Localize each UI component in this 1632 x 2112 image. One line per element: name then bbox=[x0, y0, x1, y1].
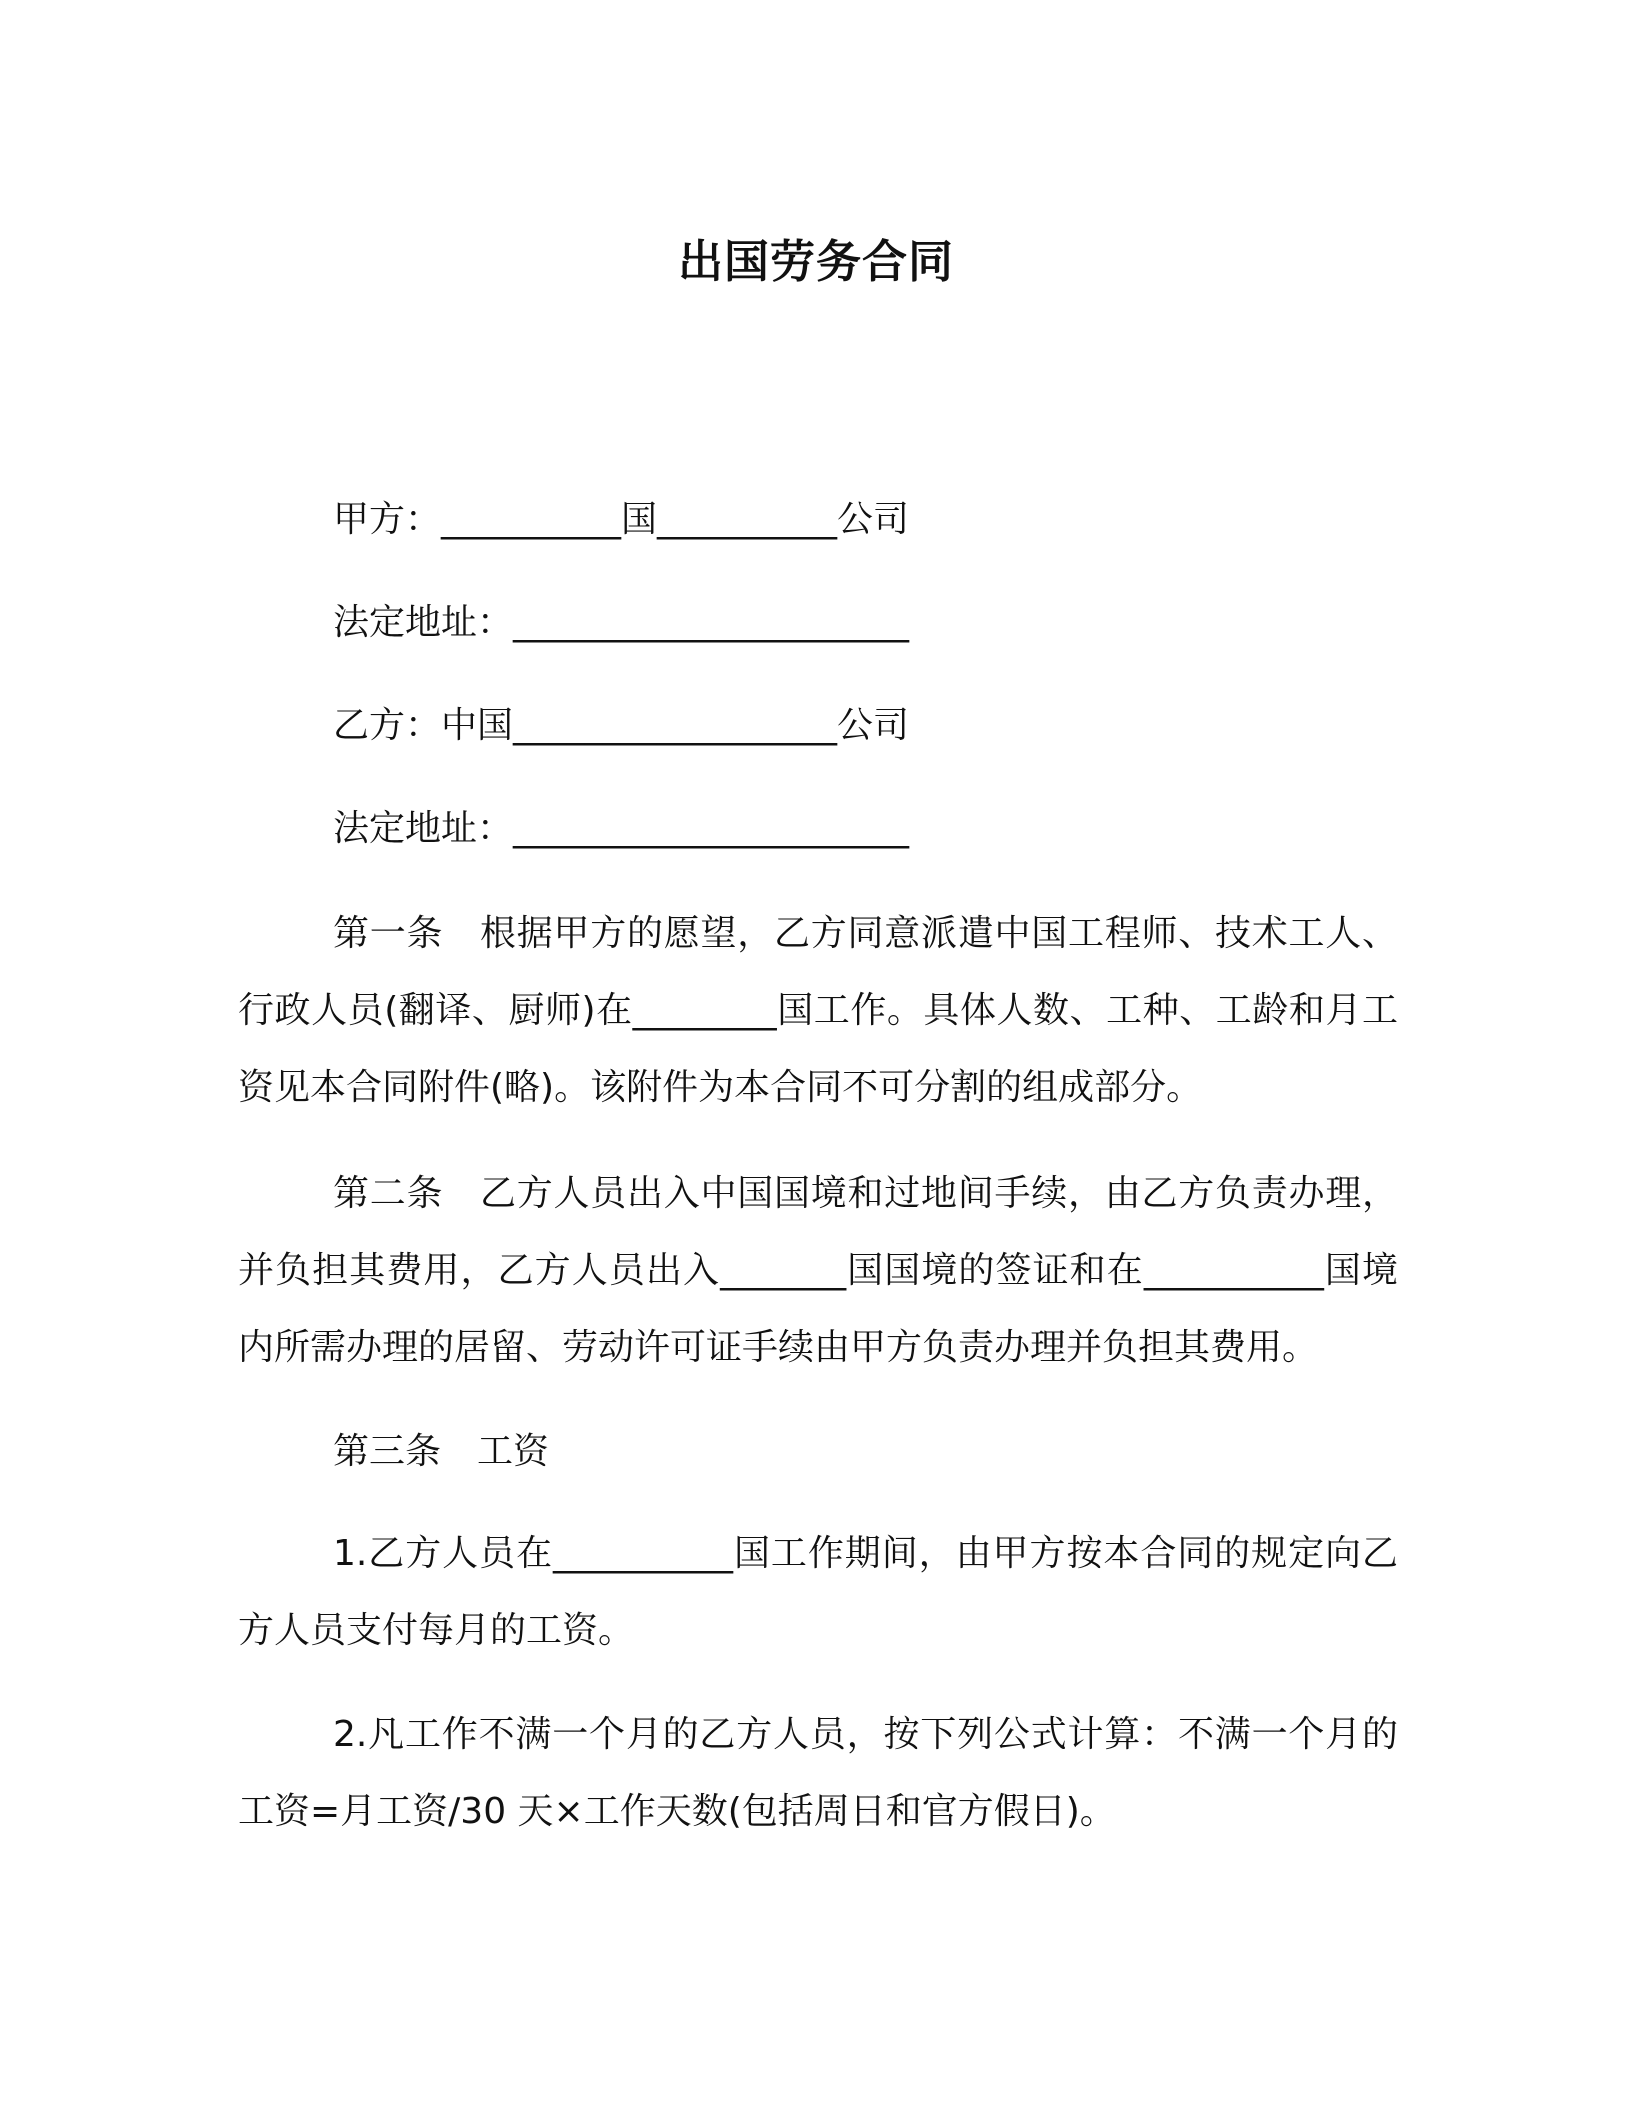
article-3-label: 第三条 bbox=[333, 1431, 442, 1472]
article-3 bbox=[238, 1413, 1398, 1490]
article-2-label: 第二条 bbox=[333, 1173, 444, 1214]
article-2-text: 乙方人员出入中国国境和过地间手续，由乙方负责办理，并负担其费用，乙方人员出入_______国国境的签证和在__________国境内所需办理的居留、劳动许可证手续由甲方负责办理并负担其费用。 bbox=[238, 1173, 1398, 1368]
article-1-text: 根据甲方的愿望，乙方同意派遣中国工程师、技术工人、行政人员(翻译、厨师)在________国工作。具体人数、工种、工龄和月工资见本合同附件(略)。该附件为本合同不可分割的组成部分。 bbox=[238, 913, 1398, 1108]
clause-2: 2.凡工作不满一个月的乙方人员，按下列公式计算：不满一个月的工资=月工资/30 天×工作天数(包括周日和官方假日)。 bbox=[238, 1714, 1398, 1832]
article-1 bbox=[238, 895, 1398, 1126]
document-title: 出国劳务合同 bbox=[677, 235, 954, 288]
party-a-address-line: 法定地址：______________________ bbox=[333, 602, 910, 643]
party-a-line: 甲方：__________国__________公司 bbox=[333, 499, 910, 540]
article-3-text: 工资 bbox=[477, 1431, 550, 1472]
article-1-label: 第一条 bbox=[333, 913, 444, 954]
party-b-address-line: 法定地址：______________________ bbox=[333, 808, 910, 849]
party-b-line: 乙方：中国__________________公司 bbox=[333, 705, 910, 746]
article-2 bbox=[238, 1155, 1398, 1386]
clause-1: 1.乙方人员在__________国工作期间，由甲方按本合同的规定向乙方人员支付每月的工资。 bbox=[238, 1533, 1398, 1651]
